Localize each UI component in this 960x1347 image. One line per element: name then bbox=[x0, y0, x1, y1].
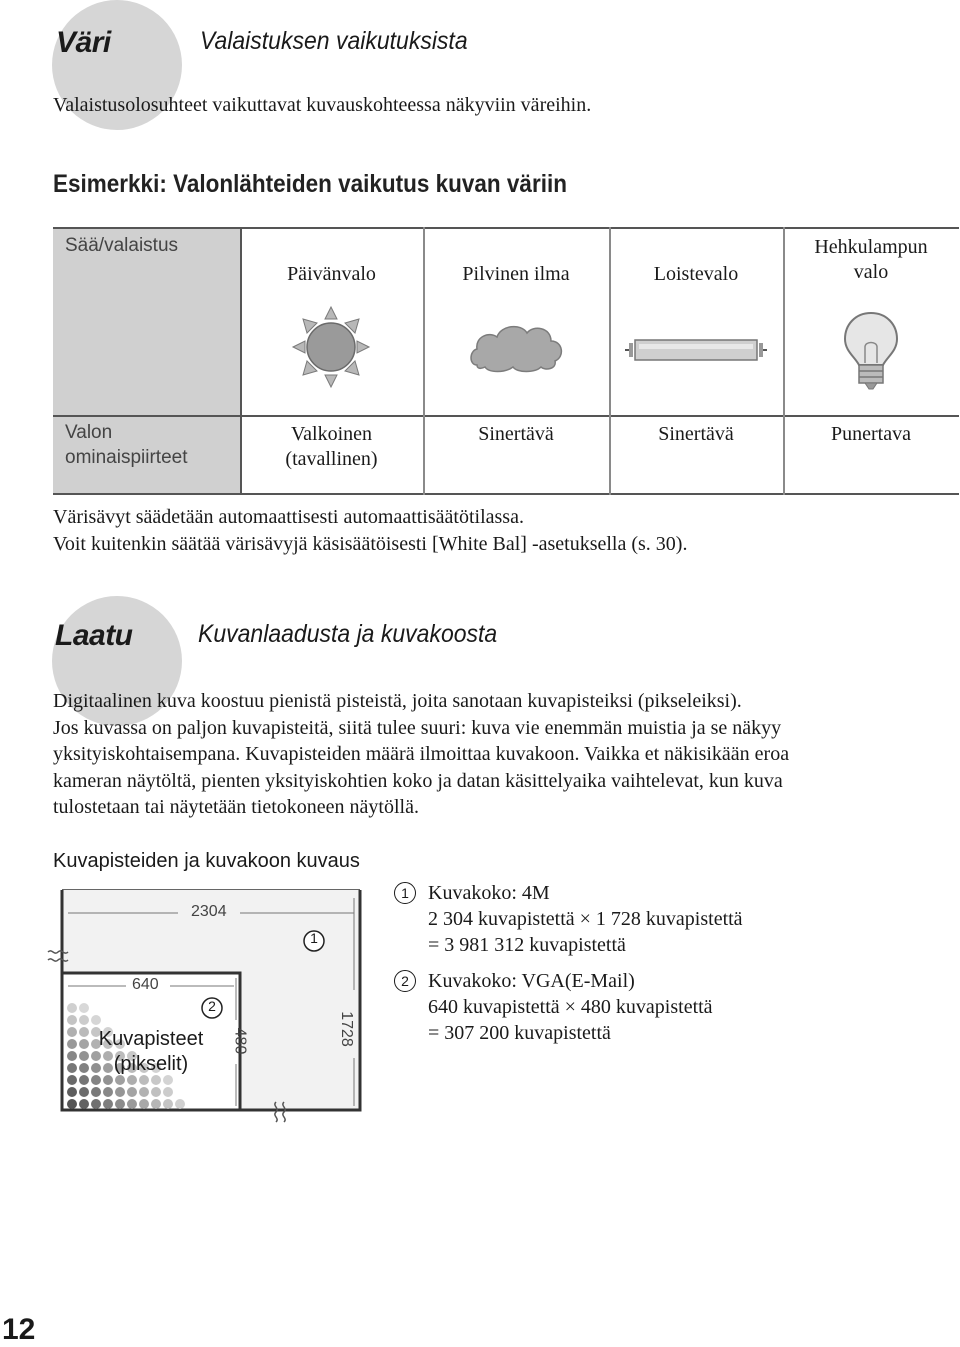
list-item-2-line1: Kuvakoko: VGA(E-Mail) bbox=[428, 970, 635, 992]
column-label-incandescent-line2: valo bbox=[853, 261, 889, 283]
section-tag-laatu: Laatu bbox=[55, 619, 133, 652]
note-line-1: Värisävyt säädetään automaattisesti automaattisäätötilassa. bbox=[53, 506, 524, 528]
list-item-1 bbox=[428, 880, 743, 958]
lighting-table bbox=[53, 227, 959, 495]
row-header-traits-line1: Valon bbox=[65, 422, 113, 443]
list-item-1-line1: Kuvakoko: 4M bbox=[428, 882, 550, 904]
quality-paragraph bbox=[53, 688, 953, 821]
page-number: 12 bbox=[2, 1313, 36, 1346]
dimension-label-480: 480 bbox=[231, 1027, 249, 1055]
column-label-incandescent bbox=[783, 235, 959, 285]
example-heading: Esimerkki: Valonlähteiden vaikutus kuvan väriin bbox=[53, 170, 567, 198]
trait-fluorescent: Sinertävä bbox=[658, 423, 734, 445]
trait-incandescent: Punertava bbox=[831, 423, 911, 445]
list-item-1-line3: = 3 981 312 kuvapistettä bbox=[428, 934, 626, 956]
column-label-daylight: Päivänvalo bbox=[287, 263, 376, 285]
trait-cloudy: Sinertävä bbox=[478, 423, 554, 445]
column-label-fluorescent: Loistevalo bbox=[653, 263, 739, 285]
intro-text: Valaistusolosuhteet vaikuttavat kuvauskohteessa näkyviin väreihin. bbox=[53, 94, 592, 116]
diagram-marker-2: 2 bbox=[208, 998, 216, 1014]
row-header-weather: Sää/valaistus bbox=[65, 235, 179, 256]
table-middle-border bbox=[53, 415, 959, 417]
diagram-heading: Kuvapisteiden ja kuvakoon kuvaus bbox=[53, 850, 360, 872]
section-tag-vari: Väri bbox=[56, 26, 111, 59]
section-title: Kuvanlaadusta ja kuvakoosta bbox=[198, 620, 498, 648]
list-number-2: 2 bbox=[394, 970, 416, 992]
list-item-2 bbox=[428, 968, 713, 1046]
dimension-label-640: 640 bbox=[132, 976, 159, 993]
list-item-1-line2: 2 304 kuvapistettä × 1 728 kuvapistettä bbox=[428, 908, 743, 930]
row-header-traits bbox=[65, 420, 188, 470]
table-top-border bbox=[53, 227, 959, 229]
table-bottom-border bbox=[53, 493, 959, 495]
diagram-marker-1: 1 bbox=[310, 930, 318, 946]
paragraph-line: Jos kuvassa on paljon kuvapisteitä, siitä tulee suuri: kuva vie enemmän muistia ja se näkyy bbox=[53, 716, 782, 739]
dimension-label-2304: 2304 bbox=[191, 903, 227, 920]
light-bulb-icon bbox=[841, 309, 901, 391]
dimension-label-1728: 1728 bbox=[337, 1011, 355, 1047]
paragraph-line: kameran näytöltä, pienten yksityiskohtien koko ja datan käsittelyaika vaihtelevat, kun kuva bbox=[53, 769, 783, 792]
column-label-cloudy: Pilvinen ilma bbox=[462, 263, 570, 285]
list-item-2-line3: = 307 200 kuvapistettä bbox=[428, 1022, 611, 1044]
pixels-label-line2: (pikselit) bbox=[113, 1053, 189, 1075]
list-number-1: 1 bbox=[394, 882, 416, 904]
trait-daylight bbox=[240, 422, 423, 472]
row-header-traits-line2: ominaispiirteet bbox=[65, 447, 188, 468]
list-item-2-line2: 640 kuvapistettä × 480 kuvapistettä bbox=[428, 996, 713, 1018]
fluorescent-tube-icon bbox=[623, 337, 769, 363]
paragraph-line: tulostetaan tai näytetään tietokoneen näytöllä. bbox=[53, 796, 419, 818]
paragraph-line: yksityiskohtaisempana. Kuvapisteiden määrä ilmoittaa kuvakoon. Vaikka et näkisikään eroa bbox=[53, 743, 790, 765]
column-label-incandescent-line1: Hehkulampun bbox=[814, 236, 928, 258]
note-line-2: Voit kuitenkin säätää värisävyjä käsisäätöisesti [White Bal] -asetuksella (s. 30). bbox=[53, 533, 688, 555]
pixels-label-line1: Kuvapisteet bbox=[98, 1028, 204, 1050]
trait-daylight-line2: (tavallinen) bbox=[285, 448, 378, 470]
section-title: Valaistuksen vaikutuksista bbox=[200, 27, 468, 55]
trait-daylight-line1: Valkoinen bbox=[290, 423, 373, 445]
cloud-icon bbox=[467, 321, 567, 373]
sun-icon bbox=[291, 305, 371, 389]
pixels-label bbox=[86, 1027, 216, 1077]
paragraph-line: Digitaalinen kuva koostuu pienistä pisteistä, joita sanotaan kuvapisteiksi (pikseleiksi). bbox=[53, 690, 742, 712]
